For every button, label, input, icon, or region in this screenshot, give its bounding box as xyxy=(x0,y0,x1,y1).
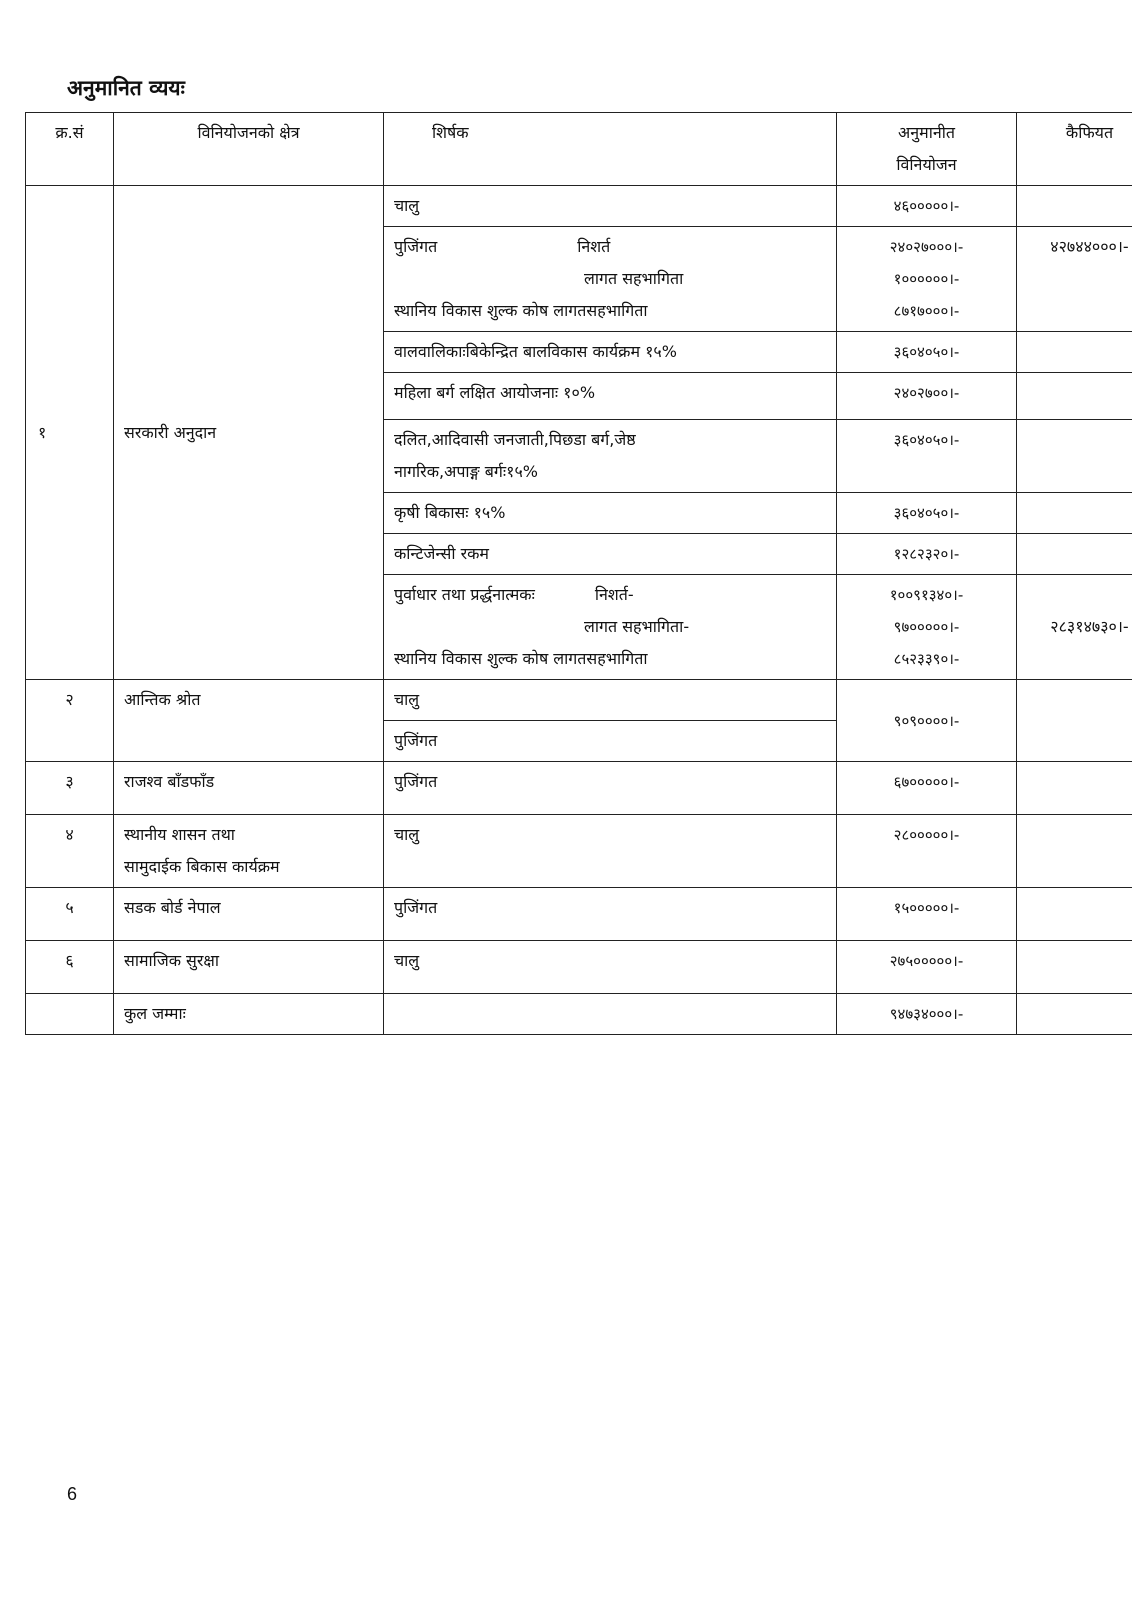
amount-cell: १५०००००।- xyxy=(837,888,1017,941)
heading-cell: कन्टिजेन्सी रकम xyxy=(384,534,837,575)
remarks-cell xyxy=(1017,888,1132,941)
heading-cell: पुजिंगत xyxy=(384,888,837,941)
remarks-cell xyxy=(1017,186,1132,227)
amount-cell: ६७०००००।- xyxy=(837,762,1017,815)
remarks-cell xyxy=(1017,762,1132,815)
remarks-cell xyxy=(1017,680,1132,762)
sn-cell: ५ xyxy=(26,888,114,941)
total-amount: ९४७३४०००।- xyxy=(837,994,1017,1035)
sn-cell: ४ xyxy=(26,815,114,888)
table-header-row xyxy=(26,113,1132,186)
heading-cell: चालु xyxy=(384,186,837,227)
amount-cell: ३६०४०५०।- xyxy=(837,493,1017,534)
amount-cell: ३६०४०५०।- xyxy=(837,420,1017,493)
area-cell: राजश्व बाँडफाँड xyxy=(114,762,384,815)
header-amount-line1: अनुमानीत xyxy=(898,123,955,142)
heading-cell: वालवालिकाःबिकेन्द्रित बालविकास कार्यक्रम १५% xyxy=(384,332,837,373)
heading-line: लागत सहभागिता xyxy=(584,269,684,288)
sn-cell: १ xyxy=(26,186,114,680)
area-cell: स्थानीय शासन तथा सामुदाईक बिकास कार्यक्रम xyxy=(114,815,384,888)
amount-cell: २८०००००।- xyxy=(837,815,1017,888)
remarks-cell xyxy=(1017,994,1132,1035)
amount-cell: ४६०००००।- xyxy=(837,186,1017,227)
remarks-cell xyxy=(1017,332,1132,373)
heading-cell: पुर्वाधार तथा प्रर्द्धनात्मकः निशर्त- लागत सहभागिता- स्थानिय विकास शुल्क कोष लागतसहभागिता xyxy=(384,575,837,680)
heading-cell xyxy=(384,227,837,332)
area-cell: सडक बोर्ड नेपाल xyxy=(114,888,384,941)
remarks-cell: २८३१४७३०।- xyxy=(1017,575,1132,680)
header-remarks: कैफियत xyxy=(1017,113,1132,186)
sn-cell xyxy=(26,994,114,1035)
amount-cell: १२८२३२०।- xyxy=(837,534,1017,575)
remarks-cell xyxy=(1017,534,1132,575)
heading-cell: पुजिंगत xyxy=(384,762,837,815)
header-sn: क्र.सं xyxy=(26,113,114,186)
sn-cell: ३ xyxy=(26,762,114,815)
header-amount-line2: विनियोजन xyxy=(896,155,957,174)
sn-cell: ६ xyxy=(26,941,114,994)
amount-cell: २४०२७००।- xyxy=(837,373,1017,420)
page-number: 6 xyxy=(67,1484,78,1504)
heading-cell: चालु xyxy=(384,815,837,888)
total-label: कुल जम्माः xyxy=(114,994,384,1035)
heading-line: स्थानिय विकास शुल्क कोष लागतसहभागिता xyxy=(394,301,648,320)
sn-cell: २ xyxy=(26,680,114,762)
remarks-cell xyxy=(1017,941,1132,994)
header-area: विनियोजनको क्षेत्र xyxy=(114,113,384,186)
table-row xyxy=(26,815,1132,888)
expenditure-table xyxy=(25,112,1132,1035)
heading-cell xyxy=(384,994,837,1035)
table-row xyxy=(26,941,1132,994)
heading-cell: चालु xyxy=(384,680,837,721)
amount-cell: २४०२७०००।- १००००००।- ८७१७०००।- xyxy=(837,227,1017,332)
remarks-cell xyxy=(1017,373,1132,420)
total-row xyxy=(26,994,1132,1035)
table-row xyxy=(26,680,1132,721)
header-amount xyxy=(837,113,1017,186)
header-heading: शिर्षक xyxy=(384,113,837,186)
area-cell: सामाजिक सुरक्षा xyxy=(114,941,384,994)
remarks-cell xyxy=(1017,493,1132,534)
amount-cell: ९०९००००।- xyxy=(837,680,1017,762)
heading-cell: पुजिंगत xyxy=(384,721,837,762)
table-row xyxy=(26,186,1132,227)
table-row xyxy=(26,762,1132,815)
remarks-cell: ४२७४४०००।- xyxy=(1017,227,1132,332)
table-row xyxy=(26,888,1132,941)
heading-cell: महिला बर्ग लक्षित आयोजनाः १०% xyxy=(384,373,837,420)
remarks-cell xyxy=(1017,815,1132,888)
amount-cell: २७५०००००।- xyxy=(837,941,1017,994)
amount-cell: १००९१३४०।- ९७०००००।- ८५२३३९०।- xyxy=(837,575,1017,680)
heading-cell: चालु xyxy=(384,941,837,994)
heading-cell: कृषी बिकासः १५% xyxy=(384,493,837,534)
area-cell: आन्तिक श्रोत xyxy=(114,680,384,762)
amount-cell: ३६०४०५०।- xyxy=(837,332,1017,373)
section-title: अनुमानित व्ययः xyxy=(67,76,185,100)
heading-line: पुजिंगत निशर्त xyxy=(394,237,611,256)
heading-cell: दलित,आदिवासी जनजाती,पिछडा बर्ग,जेष्ठ नागरिक,अपाङ्ग बर्गः१५% xyxy=(384,420,837,493)
area-cell: सरकारी अनुदान xyxy=(114,186,384,680)
remarks-cell xyxy=(1017,420,1132,493)
